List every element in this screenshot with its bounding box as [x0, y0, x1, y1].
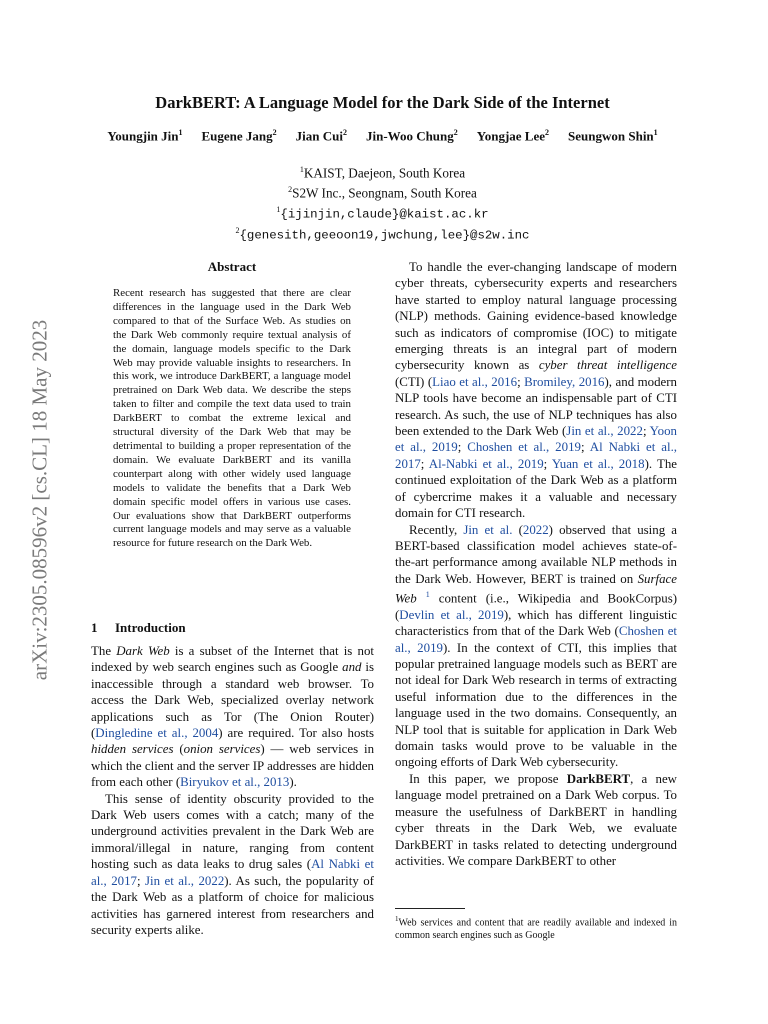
citation-link[interactable]: Choshen et al., 2019	[395, 624, 677, 655]
abstract-text: Recent research has suggested that there are clear differences in the language used in the Dark Web compared to that of the Surface Web. As studies on the Dark Web commonly require textual analysis of the domain, language models specific to the Dark Web may provide valuable insights to researchers. In this work, we introduce DarkBERT, a language model pretrained on Dark Web data. We describe the steps taken to filter and compile the text data used to train DarkBERT to combat the extreme lexical and structural diversity of the Dark Web that may be detrimental to building a proper representation of the domain. We evaluate DarkBERT and its vanilla counterpart along with other widely used language models to validate the benefits that a Dark Web domain specific model offers in various use cases. Our evaluations show that DarkBERT outperforms current language models and may serve as a valuable resource for future research on the Dark Web.	[113, 287, 351, 550]
author: Eugene Jang$^2$	[201, 128, 277, 144]
author: Youngjin Jin$^1$	[107, 128, 183, 144]
citation-link[interactable]: Bromiley, 2016	[524, 374, 605, 389]
citation-link[interactable]: 2022	[522, 522, 549, 537]
citation-link[interactable]: Yuan et al., 2018	[551, 456, 645, 471]
author: Jian Cui$^2$	[295, 128, 347, 144]
left-column-body	[91, 643, 374, 938]
paragraph: To handle the ever-changing landscape of modern cyber threats, cybersecurity experts and researchers have started to employ natural language processing (NLP) methods. Gaining evidence-based knowledge such as indicators of compromise (IOC) to mitigate emerging threats is an integral part of modern cybersecurity known as cyber threat intelligence (CTI) (Liao et al., 2016; Bromiley, 2016), and modern NLP tools have become an indispensable part of CTI research. As such, the use of NLP techniques has also been extended to the Dark Web (Jin et al., 2022; Yoon et al., 2019; Choshen et al., 2019; Al Nabki et al., 2017; Al-Nabki et al., 2019; Yuan et al., 2018). The continued exploitation of the Dark Web as a platform of cybercrime makes it a valuable and necessary domain for CTI research.	[395, 260, 678, 521]
citation-link[interactable]: Biryukov et al., 2013	[180, 775, 290, 790]
citation-link[interactable]: Al Nabki et al., 2017	[91, 857, 374, 888]
paragraph: This sense of identity obscurity provided to the Dark Web users comes with a catch; many of the underground activities prevalent in the Dark Web are immoral/illegal in nature, ranging from content hosting such as data leaks to drug sales (Al Nabki et al., 2017; Jin et al., 2022). As such, the popularity of the Dark Web as a platform of choice for malicious activities has garnered interest from researchers and security experts alike.	[91, 791, 374, 937]
email-1: $^1${ijinjin,claude}@kaist.ac.kr	[276, 205, 489, 222]
citation-link[interactable]: Dingledine et al., 2004	[95, 726, 219, 741]
paragraph: In this paper, we propose DarkBERT, a new language model pretrained on a Dark Web corpus. To measure the usefulness of DarkBERT in handling cyber threats in the Dark Web, we evaluate DarkBERT in tasks related to detecting underground activities. We compare DarkBERT to other	[395, 771, 677, 868]
right-column-body	[395, 259, 677, 869]
affiliation-2: $^2$S2W Inc., Seongnam, South Korea	[288, 185, 477, 201]
author-list	[60, 128, 705, 144]
citation-link[interactable]: Liao et al., 2016	[432, 374, 518, 389]
paragraph: Recently, Jin et al. (2022) observed that using a BERT-based classification model achieves state-of-the-art performance among available NLP methods in the Dark Web. However, BERT is trained on Surface Web $^1$ content (i.e., Wikipedia and BookCorpus) (Devlin et al., 2019), which has different linguistic characteristics from that of the Dark Web (Choshen et al., 2019). In the context of CTI, this implies that popular pretrained language models such as BERT are not ideal for Dark Web research in terms of extracting useful information due to the differences in the language used in the two domains. Consequently, an NLP tool that is suitable for application in Dark Web domain tasks would prove to be valuable in the ongoing efforts of Dark Web cybersecurity.	[395, 522, 677, 770]
citation-link[interactable]: Devlin et al., 2019	[399, 607, 504, 622]
affiliation-1: $^1$KAIST, Daejeon, South Korea	[299, 165, 466, 181]
arxiv-identifier-stamp	[20, 310, 60, 690]
citation-link[interactable]: Jin et al., 2022	[145, 873, 225, 888]
footnote-divider	[395, 908, 465, 909]
paper-title: DarkBERT: A Language Model for the Dark Side of the Internet	[155, 93, 610, 112]
author: Seungwon Shin$^1$	[568, 128, 658, 144]
abstract-heading: Abstract	[207, 259, 257, 274]
citation-link[interactable]: Jin et al.	[463, 522, 513, 537]
citation-link[interactable]: Choshen et al., 2019	[467, 440, 581, 455]
arxiv-identifier: arXiv:2305.08596v2 [cs.CL] 18 May 2023	[27, 319, 52, 681]
section-heading-introduction: 1 Introduction	[91, 620, 186, 635]
footnote: $^1$Web services and content that are readily available and indexed in common search engines such as Google	[395, 915, 677, 942]
citation-link[interactable]: Al-Nabki et al., 2019	[428, 456, 544, 471]
citation-link[interactable]: Jin et al., 2022	[566, 424, 643, 439]
footnote-reference[interactable]: 1	[425, 590, 430, 600]
email-2: $^2${genesith,geeoon19,jwchung,lee}@s2w.inc	[235, 226, 530, 243]
affiliations	[80, 162, 685, 244]
author: Yongjae Lee$^2$	[476, 128, 550, 144]
citation-link[interactable]: Al Nabki et al., 2017	[395, 440, 678, 471]
paragraph: The Dark Web is a subset of the Internet that is not indexed by web search engines such as Google and is inaccessible through a standard web browser. To access the Dark Web, specialized overlay network applications such as Tor (The Onion Router) (Dingledine et al., 2004) are required. Tor also hosts hidden services (onion services) — web services in which the client and the server IP addresses are hidden from each other (Biryukov et al., 2013).	[91, 644, 375, 790]
citation-link[interactable]: Yoon et al., 2019	[395, 424, 677, 455]
author: Jin-Woo Chung$^2$	[365, 128, 458, 144]
